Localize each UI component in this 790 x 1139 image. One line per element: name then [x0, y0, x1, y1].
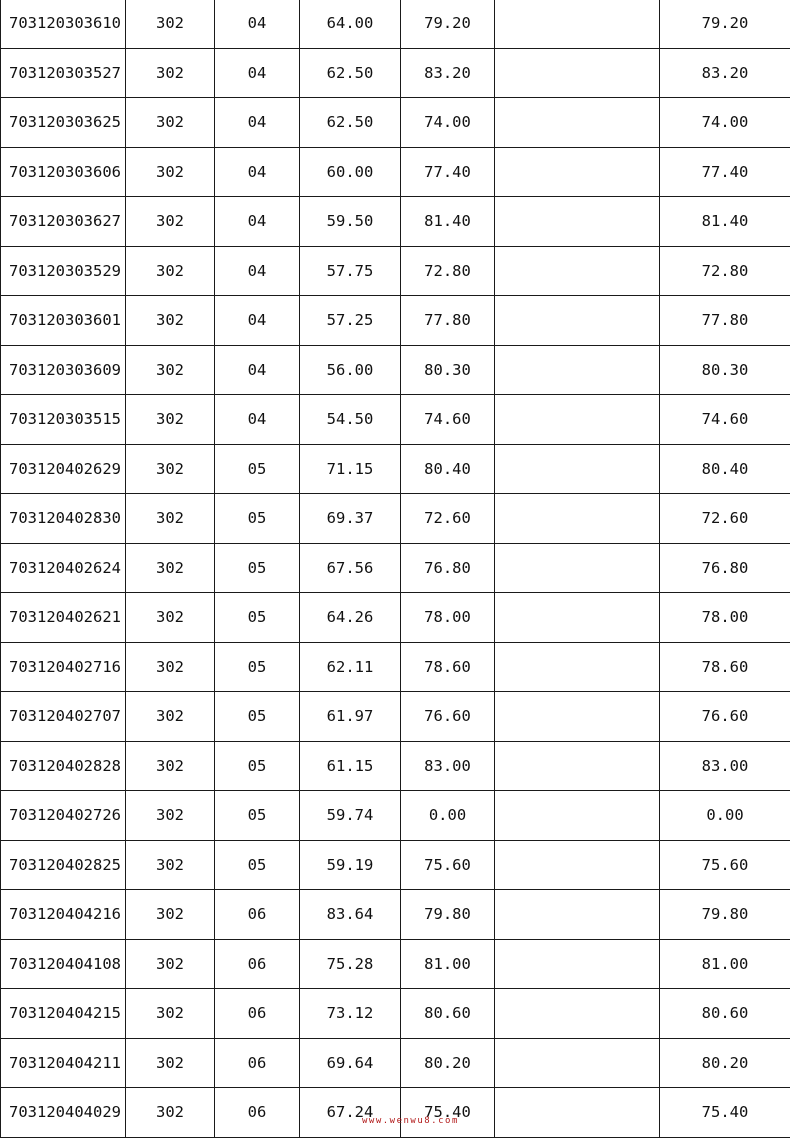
written-score-cell: 75.28 — [300, 939, 401, 989]
position-code-cell: 302 — [126, 444, 215, 494]
interview-score-cell: 76.80 — [401, 543, 495, 593]
group-code-cell: 05 — [215, 444, 300, 494]
written-score-cell: 59.50 — [300, 197, 401, 247]
table-row — [1, 494, 790, 544]
written-score-cell: 71.15 — [300, 444, 401, 494]
position-code-cell: 302 — [126, 246, 215, 296]
group-code-cell: 05 — [215, 791, 300, 841]
blank-cell — [495, 741, 660, 791]
position-code-cell: 302 — [126, 494, 215, 544]
candidate-id-cell: 703120402716 — [1, 642, 126, 692]
blank-cell — [495, 147, 660, 197]
interview-score-cell: 80.30 — [401, 345, 495, 395]
written-score-cell: 83.64 — [300, 890, 401, 940]
score-table-body — [1, 0, 790, 1137]
final-score-cell: 79.80 — [660, 890, 790, 940]
table-row — [1, 246, 790, 296]
position-code-cell: 302 — [126, 1038, 215, 1088]
group-code-cell: 05 — [215, 741, 300, 791]
final-score-cell: 77.40 — [660, 147, 790, 197]
final-score-cell: 80.60 — [660, 989, 790, 1039]
blank-cell — [495, 1038, 660, 1088]
blank-cell — [495, 0, 660, 48]
candidate-id-cell: 703120404216 — [1, 890, 126, 940]
interview-score-cell: 78.00 — [401, 593, 495, 643]
final-score-cell: 72.60 — [660, 494, 790, 544]
written-score-cell: 64.26 — [300, 593, 401, 643]
blank-cell — [495, 692, 660, 742]
interview-score-cell: 81.40 — [401, 197, 495, 247]
candidate-id-cell: 703120404211 — [1, 1038, 126, 1088]
position-code-cell: 302 — [126, 890, 215, 940]
candidate-id-cell: 703120303527 — [1, 48, 126, 98]
table-row — [1, 48, 790, 98]
interview-score-cell: 83.00 — [401, 741, 495, 791]
group-code-cell: 04 — [215, 48, 300, 98]
group-code-cell: 04 — [215, 0, 300, 48]
final-score-cell: 74.00 — [660, 98, 790, 148]
group-code-cell: 04 — [215, 197, 300, 247]
written-score-cell: 59.19 — [300, 840, 401, 890]
table-row — [1, 543, 790, 593]
final-score-cell: 74.60 — [660, 395, 790, 445]
written-score-cell: 62.11 — [300, 642, 401, 692]
written-score-cell: 62.50 — [300, 98, 401, 148]
position-code-cell: 302 — [126, 147, 215, 197]
interview-score-cell: 0.00 — [401, 791, 495, 841]
group-code-cell: 04 — [215, 147, 300, 197]
interview-score-cell: 75.40 — [401, 1088, 495, 1138]
table-row — [1, 642, 790, 692]
written-score-cell: 62.50 — [300, 48, 401, 98]
group-code-cell: 05 — [215, 593, 300, 643]
blank-cell — [495, 593, 660, 643]
position-code-cell: 302 — [126, 296, 215, 346]
blank-cell — [495, 197, 660, 247]
group-code-cell: 04 — [215, 246, 300, 296]
interview-score-cell: 77.40 — [401, 147, 495, 197]
blank-cell — [495, 98, 660, 148]
table-row — [1, 296, 790, 346]
final-score-cell: 80.30 — [660, 345, 790, 395]
table-row — [1, 1038, 790, 1088]
blank-cell — [495, 890, 660, 940]
group-code-cell: 05 — [215, 840, 300, 890]
candidate-id-cell: 703120303610 — [1, 0, 126, 48]
interview-score-cell: 72.80 — [401, 246, 495, 296]
blank-cell — [495, 939, 660, 989]
position-code-cell: 302 — [126, 741, 215, 791]
table-row — [1, 345, 790, 395]
blank-cell — [495, 791, 660, 841]
interview-score-cell: 83.20 — [401, 48, 495, 98]
blank-cell — [495, 246, 660, 296]
table-row — [1, 791, 790, 841]
interview-score-cell: 80.40 — [401, 444, 495, 494]
group-code-cell: 06 — [215, 890, 300, 940]
candidate-id-cell: 703120303609 — [1, 345, 126, 395]
group-code-cell: 04 — [215, 296, 300, 346]
table-row — [1, 593, 790, 643]
written-score-cell: 67.56 — [300, 543, 401, 593]
candidate-id-cell: 703120404029 — [1, 1088, 126, 1138]
position-code-cell: 302 — [126, 692, 215, 742]
interview-score-cell: 80.60 — [401, 989, 495, 1039]
position-code-cell: 302 — [126, 543, 215, 593]
final-score-cell: 81.40 — [660, 197, 790, 247]
position-code-cell: 302 — [126, 939, 215, 989]
final-score-cell: 75.60 — [660, 840, 790, 890]
final-score-cell: 77.80 — [660, 296, 790, 346]
candidate-id-cell: 703120402629 — [1, 444, 126, 494]
final-score-cell: 83.20 — [660, 48, 790, 98]
written-score-cell: 61.97 — [300, 692, 401, 742]
table-row — [1, 197, 790, 247]
group-code-cell: 05 — [215, 494, 300, 544]
candidate-id-cell: 703120402726 — [1, 791, 126, 841]
candidate-id-cell: 703120402624 — [1, 543, 126, 593]
blank-cell — [495, 1088, 660, 1138]
group-code-cell: 06 — [215, 939, 300, 989]
interview-score-cell: 79.80 — [401, 890, 495, 940]
blank-cell — [495, 494, 660, 544]
written-score-cell: 56.00 — [300, 345, 401, 395]
candidate-id-cell: 703120303606 — [1, 147, 126, 197]
position-code-cell: 302 — [126, 395, 215, 445]
final-score-cell: 0.00 — [660, 791, 790, 841]
written-score-cell: 67.24 — [300, 1088, 401, 1138]
group-code-cell: 05 — [215, 543, 300, 593]
interview-score-cell: 74.60 — [401, 395, 495, 445]
candidate-id-cell: 703120404215 — [1, 989, 126, 1039]
watermark-text: www.wenwu8.com — [362, 1116, 459, 1126]
group-code-cell: 06 — [215, 1088, 300, 1138]
group-code-cell: 04 — [215, 395, 300, 445]
blank-cell — [495, 840, 660, 890]
table-row — [1, 692, 790, 742]
position-code-cell: 302 — [126, 642, 215, 692]
position-code-cell: 302 — [126, 98, 215, 148]
interview-score-cell: 75.60 — [401, 840, 495, 890]
blank-cell — [495, 345, 660, 395]
written-score-cell: 64.00 — [300, 0, 401, 48]
blank-cell — [495, 543, 660, 593]
table-row — [1, 98, 790, 148]
table-row — [1, 0, 790, 48]
written-score-cell: 57.25 — [300, 296, 401, 346]
position-code-cell: 302 — [126, 593, 215, 643]
blank-cell — [495, 395, 660, 445]
interview-score-cell: 72.60 — [401, 494, 495, 544]
candidate-id-cell: 703120402707 — [1, 692, 126, 742]
blank-cell — [495, 989, 660, 1039]
candidate-id-cell: 703120402825 — [1, 840, 126, 890]
position-code-cell: 302 — [126, 791, 215, 841]
interview-score-cell: 78.60 — [401, 642, 495, 692]
candidate-id-cell: 703120303601 — [1, 296, 126, 346]
table-row — [1, 147, 790, 197]
position-code-cell: 302 — [126, 197, 215, 247]
interview-score-cell: 79.20 — [401, 0, 495, 48]
final-score-cell: 76.80 — [660, 543, 790, 593]
table-row — [1, 395, 790, 445]
group-code-cell: 05 — [215, 642, 300, 692]
final-score-cell: 81.00 — [660, 939, 790, 989]
group-code-cell: 04 — [215, 98, 300, 148]
group-code-cell: 06 — [215, 989, 300, 1039]
final-score-cell: 75.40 — [660, 1088, 790, 1138]
candidate-id-cell: 703120402621 — [1, 593, 126, 643]
group-code-cell: 06 — [215, 1038, 300, 1088]
final-score-cell: 80.40 — [660, 444, 790, 494]
interview-score-cell: 80.20 — [401, 1038, 495, 1088]
candidate-id-cell: 703120402828 — [1, 741, 126, 791]
table-row — [1, 741, 790, 791]
interview-score-cell: 81.00 — [401, 939, 495, 989]
blank-cell — [495, 642, 660, 692]
final-score-cell: 79.20 — [660, 0, 790, 48]
blank-cell — [495, 444, 660, 494]
candidate-id-cell: 703120404108 — [1, 939, 126, 989]
table-row — [1, 890, 790, 940]
blank-cell — [495, 296, 660, 346]
position-code-cell: 302 — [126, 989, 215, 1039]
written-score-cell: 69.64 — [300, 1038, 401, 1088]
written-score-cell: 54.50 — [300, 395, 401, 445]
interview-score-cell: 76.60 — [401, 692, 495, 742]
written-score-cell: 60.00 — [300, 147, 401, 197]
table-row — [1, 840, 790, 890]
table-row — [1, 444, 790, 494]
position-code-cell: 302 — [126, 345, 215, 395]
final-score-cell: 76.60 — [660, 692, 790, 742]
table-row — [1, 1088, 790, 1138]
blank-cell — [495, 48, 660, 98]
written-score-cell: 59.74 — [300, 791, 401, 841]
written-score-cell: 57.75 — [300, 246, 401, 296]
table-row — [1, 939, 790, 989]
group-code-cell: 04 — [215, 345, 300, 395]
interview-score-cell: 74.00 — [401, 98, 495, 148]
position-code-cell: 302 — [126, 48, 215, 98]
table-row — [1, 989, 790, 1039]
final-score-cell: 78.00 — [660, 593, 790, 643]
candidate-id-cell: 703120303515 — [1, 395, 126, 445]
interview-score-cell: 77.80 — [401, 296, 495, 346]
candidate-id-cell: 703120303529 — [1, 246, 126, 296]
written-score-cell: 73.12 — [300, 989, 401, 1039]
written-score-cell: 69.37 — [300, 494, 401, 544]
position-code-cell: 302 — [126, 840, 215, 890]
position-code-cell: 302 — [126, 1088, 215, 1138]
candidate-id-cell: 703120303625 — [1, 98, 126, 148]
position-code-cell: 302 — [126, 0, 215, 48]
group-code-cell: 05 — [215, 692, 300, 742]
candidate-id-cell: 703120303627 — [1, 197, 126, 247]
candidate-id-cell: 703120402830 — [1, 494, 126, 544]
final-score-cell: 72.80 — [660, 246, 790, 296]
final-score-cell: 83.00 — [660, 741, 790, 791]
final-score-cell: 80.20 — [660, 1038, 790, 1088]
written-score-cell: 61.15 — [300, 741, 401, 791]
final-score-cell: 78.60 — [660, 642, 790, 692]
